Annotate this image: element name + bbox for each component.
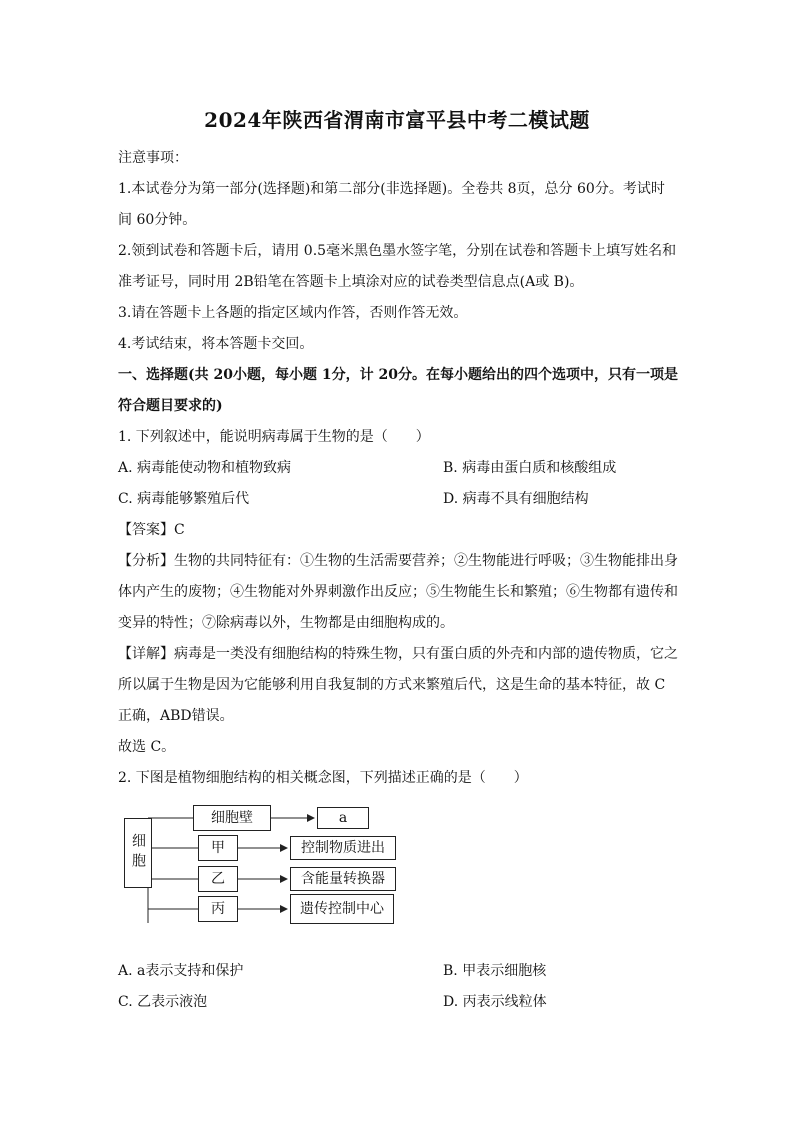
diagram-target-genetic-center: 遗传控制中心: [290, 894, 394, 924]
notice-item-3: 3.请在答题卡上各题的指定区域内作答，否则作答无效。: [118, 305, 468, 321]
diagram-node-jia: 甲: [198, 835, 238, 861]
diagram-target-control-exchange: 控制物质进出: [290, 836, 396, 860]
section-heading: 一、选择题(共 20小题，每小题 1分，计 20分。在每小题给出的四个选项中，只有一项是符合题目要求的): [118, 367, 678, 414]
question-2-options-row-2: [118, 987, 678, 1018]
q2-option-a: A. a表示支持和保护: [118, 963, 244, 979]
diagram-node-yi: 乙: [198, 866, 238, 892]
diagram-node-bing: 丙: [198, 896, 238, 922]
q1-option-a: A. 病毒能使动物和植物致病: [118, 460, 292, 476]
q1-detail: 【详解】病毒是一类没有细胞结构的特殊生物，只有蛋白质的外壳和内部的遗传物质，它之所以属于生物是因为它能够利用自我复制的方式来繁殖后代，这是生命的基本特征，故 C正确，ABD错误。: [118, 646, 678, 724]
notice-item-4: 4.考试结束，将本答题卡交回。: [118, 336, 314, 352]
diagram-target-energy-converter: 含能量转换器: [290, 867, 396, 891]
q2-option-c: C. 乙表示液泡: [118, 994, 208, 1010]
question-1-options-row-2: [118, 484, 678, 515]
page-title: 2024年陕西省渭南市富平县中考二模试题: [204, 108, 590, 132]
q1-option-b: B. 病毒由蛋白质和核酸组成: [443, 460, 617, 476]
notice-item-1: 1.本试卷分为第一部分(选择题)和第二部分(非选择题)。全卷共 8页，总分 60分。考试时间 60分钟。: [118, 181, 665, 228]
exam-content: [118, 143, 678, 1018]
question-2-stem: 2. 下图是植物细胞结构的相关概念图，下列描述正确的是（ ）: [118, 770, 528, 786]
q2-option-d: D. 丙表示线粒体: [443, 994, 547, 1010]
question-2-options-row-1: [118, 956, 678, 987]
q2-option-b: B. 甲表示细胞核: [443, 963, 547, 979]
q1-answer: 【答案】C: [118, 522, 185, 538]
diagram-root-cell: 细胞: [124, 818, 152, 888]
q1-conclusion: 故选 C。: [118, 739, 176, 755]
question-1-options-row-1: [118, 453, 678, 484]
notice-heading: 注意事项：: [118, 150, 188, 166]
notice-item-2: 2.领到试卷和答题卡后，请用 0.5毫米黑色墨水签字笔，分别在试卷和答题卡上填写姓名和准考证号，同时用 2B铅笔在答题卡上填涂对应的试卷类型信息点(A或 B)。: [118, 243, 677, 290]
diagram-target-a: a: [317, 807, 369, 829]
q1-analysis: 【分析】生物的共同特征有：①生物的生活需要营养；②生物能进行呼吸；③生物能排出身体内产生的废物；④生物能对外界刺激作出反应；⑤生物能生长和繁殖；⑥生物都有遗传和变异的特性；⑦除病毒以外，生物都是由细胞构成的。: [118, 553, 678, 631]
question-1-stem: 1. 下列叙述中，能说明病毒属于生物的是（ ）: [118, 429, 430, 445]
q1-option-d: D. 病毒不具有细胞结构: [443, 491, 589, 507]
q1-option-c: C. 病毒能够繁殖后代: [118, 491, 250, 507]
cell-concept-diagram: [118, 798, 678, 948]
diagram-node-cell-wall: 细胞壁: [193, 805, 271, 831]
